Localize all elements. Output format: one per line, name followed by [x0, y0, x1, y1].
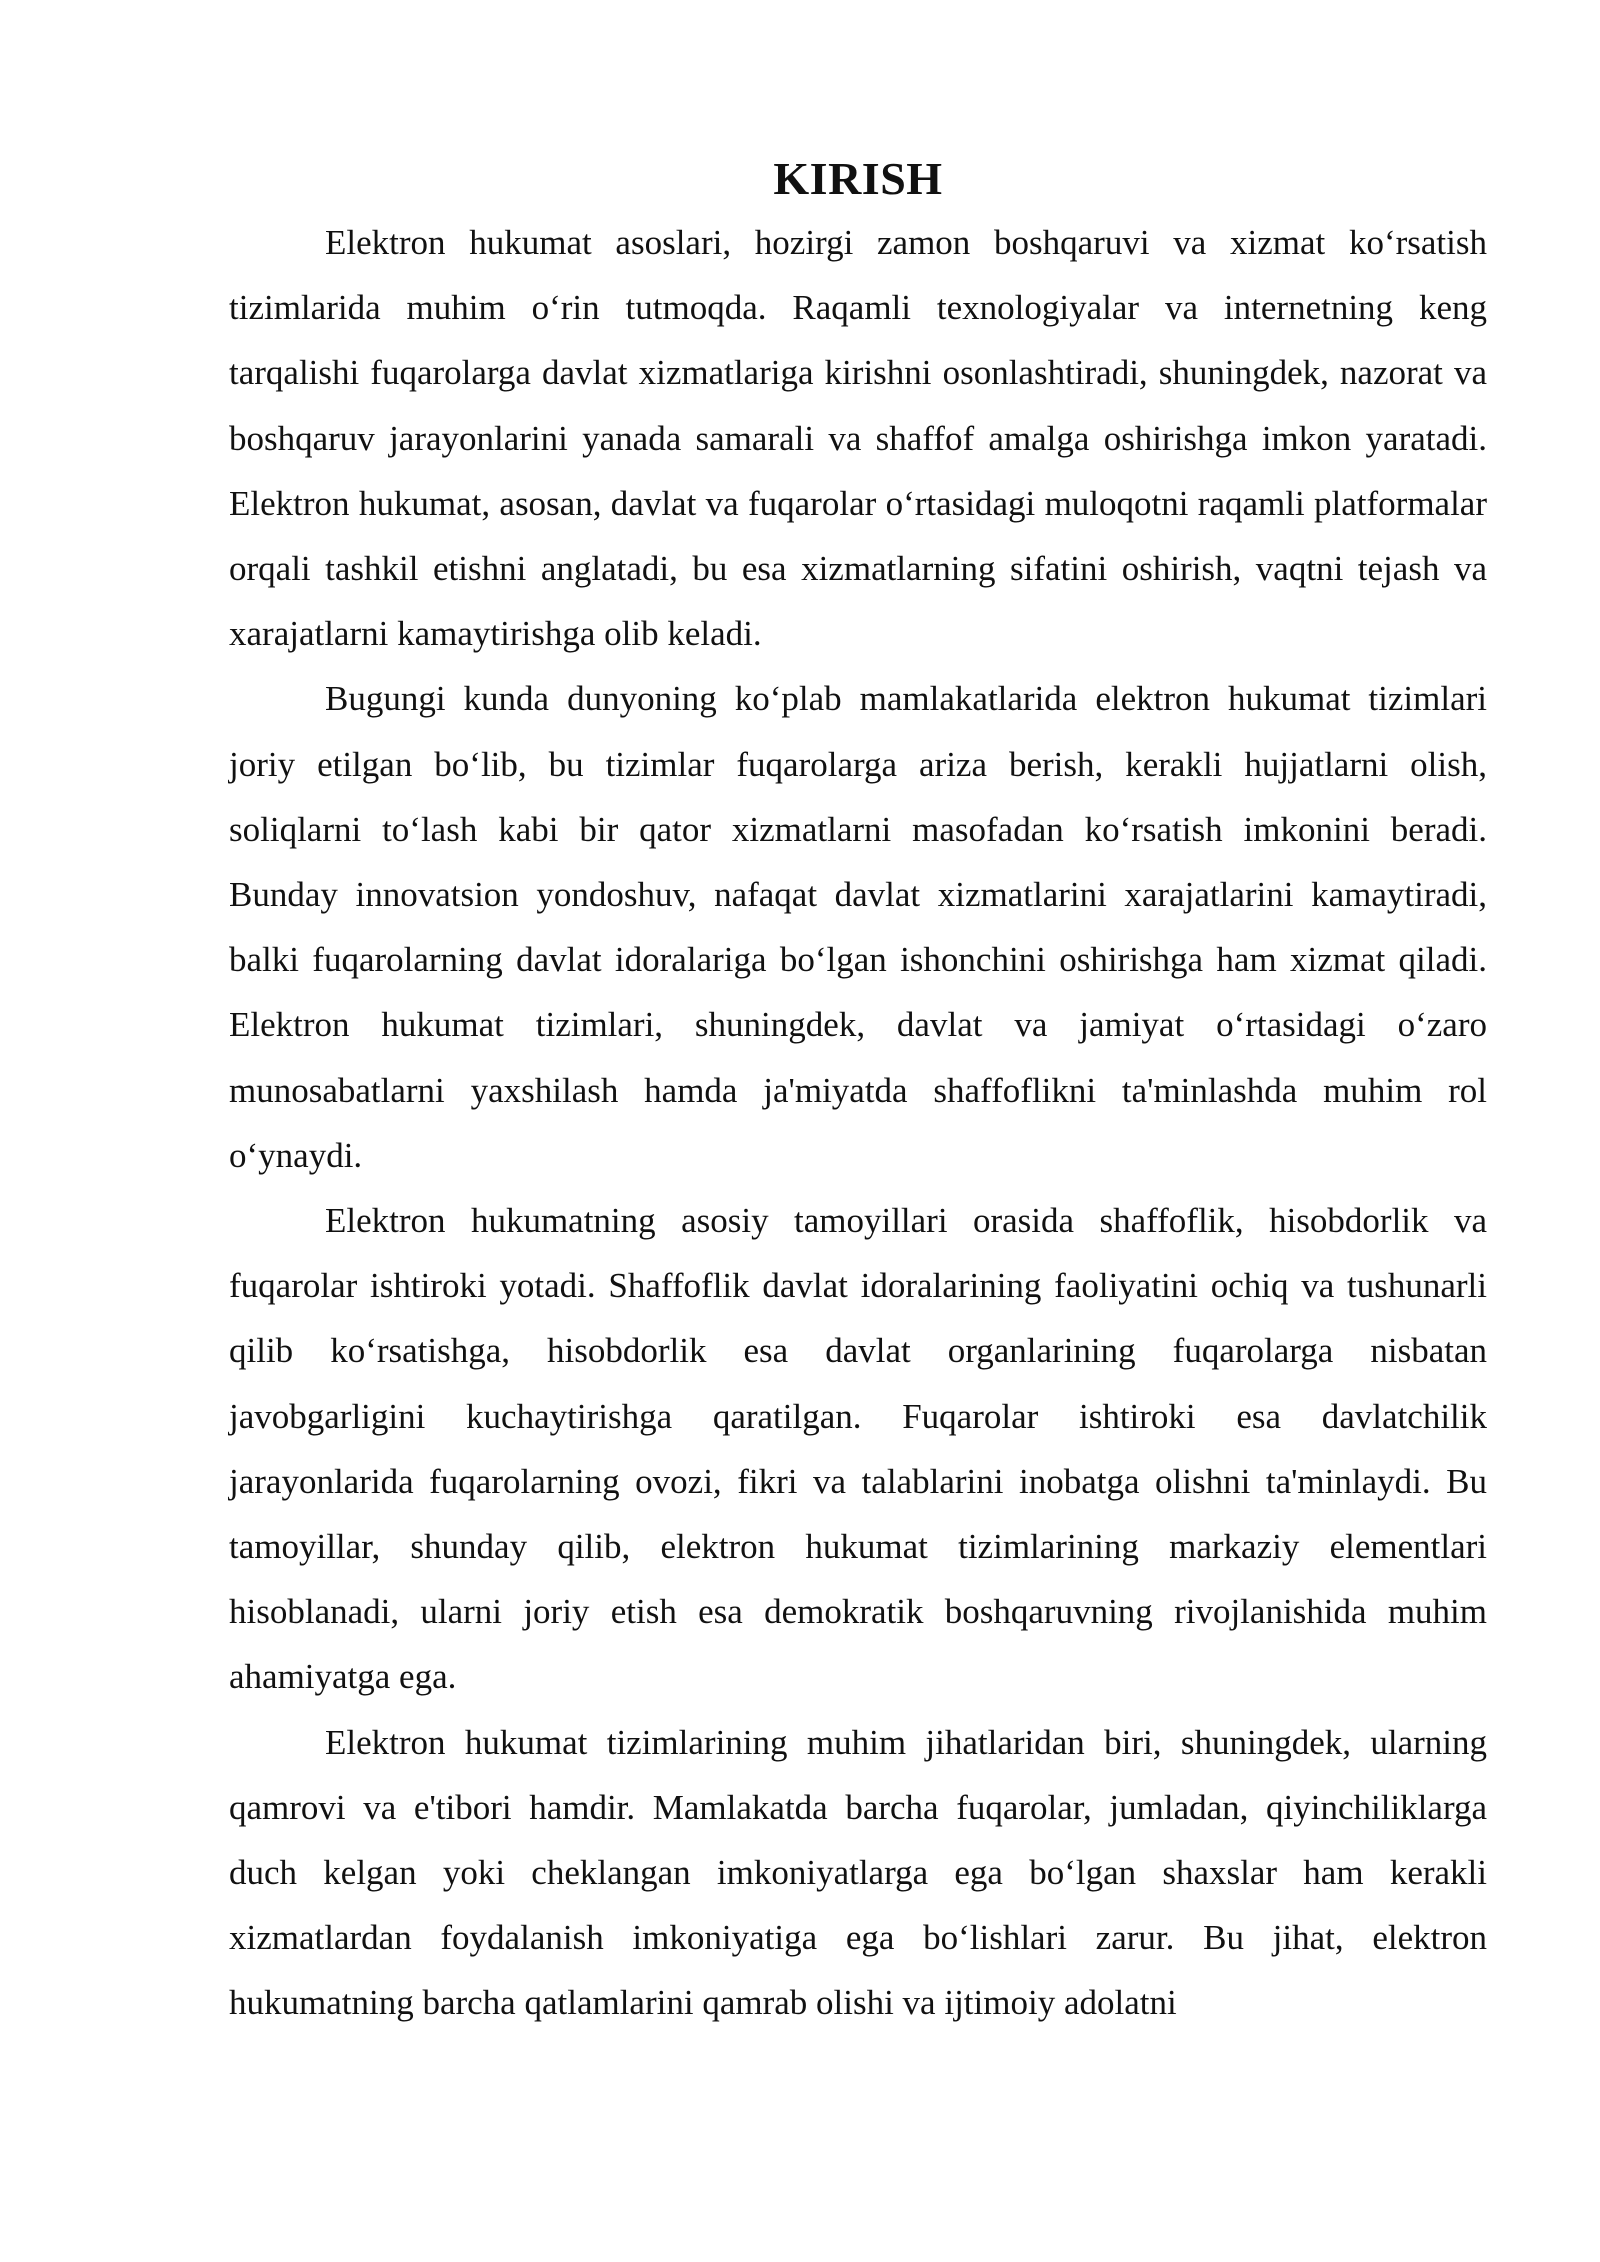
paragraph-1: Elektron hukumat asoslari, hozirgi zamon boshqaruvi va xizmat ko‘rsatish tizimlarida muhim o‘rin tutmoqda. Raqamli texnologiyalar va internetning keng tarqalishi fuqarolarga davlat xizmatlariga kirishni osonlashtiradi, shuningdek, nazorat va boshqaruv jarayonlarini yanada samarali va shaffof amalga oshirishga imkon yaratadi. Elektron hukumat, asosan, davlat va fuqarolar o‘rtasidagi muloqotni raqamli platformalar orqali tashkil etishni anglatadi, bu esa xizmatlarning sifatini oshirish, vaqtni tejash va xarajatlarni kamaytirishga olib keladi.	[229, 223, 1487, 654]
page-title: KIRISH	[773, 153, 943, 204]
paragraph-4: Elektron hukumat tizimlarining muhim jihatlaridan biri, shuningdek, ularning qamrovi va e'tibori hamdir. Mamlakatda barcha fuqarolar, jumladan, qiyinchiliklarga duch kelgan yoki cheklangan imkoniyatlarga ega bo‘lgan shaxslar ham kerakli xizmatlardan foydalanish imkoniyatiga ega bo‘lishlari zarur. Bu jihat, elektron hukumatning barcha qatlamlarini qamrab olishi va ijtimoiy adolatni	[229, 1722, 1487, 2023]
document-body	[229, 148, 1487, 2036]
paragraph-2: Bugungi kunda dunyoning ko‘plab mamlakatlarida elektron hukumat tizimlari joriy etilgan bo‘lib, bu tizimlar fuqarolarga ariza berish, kerakli hujjatlarni olish, soliqlarni to‘lash kabi bir qator xizmatlarni masofadan ko‘rsatish imkonini beradi. Bunday innovatsion yondoshuv, nafaqat davlat xizmatlarini xarajatlarini kamaytiradi, balki fuqarolarning davlat idoralariga bo‘lgan ishonchini oshirishga ham xizmat qiladi. Elektron hukumat tizimlari, shuningdek, davlat va jamiyat o‘rtasidagi o‘zaro munosabatlarni yaxshilash hamda ja'miyatda shaffoflikni ta'minlashda muhim rol o‘ynaydi.	[229, 679, 1487, 1175]
paragraph-3: Elektron hukumatning asosiy tamoyillari orasida shaffoflik, hisobdorlik va fuqarolar ishtiroki yotadi. Shaffoflik davlat idoralarining faoliyatini ochiq va tushunarli qilib ko‘rsatishga, hisobdorlik esa davlat organlarining fuqarolarga nisbatan javobgarligini kuchaytirishga qaratilgan. Fuqarolar ishtiroki esa davlatchilik jarayonlarida fuqarolarning ovozi, fikri va talablarini inobatga olishni ta'minlaydi. Bu tamoyillar, shunday qilib, elektron hukumat tizimlarining markaziy elementlari hisoblanadi, ularni joriy etish esa demokratik boshqaruvning rivojlanishida muhim ahamiyatga ega.	[229, 1201, 1487, 1697]
